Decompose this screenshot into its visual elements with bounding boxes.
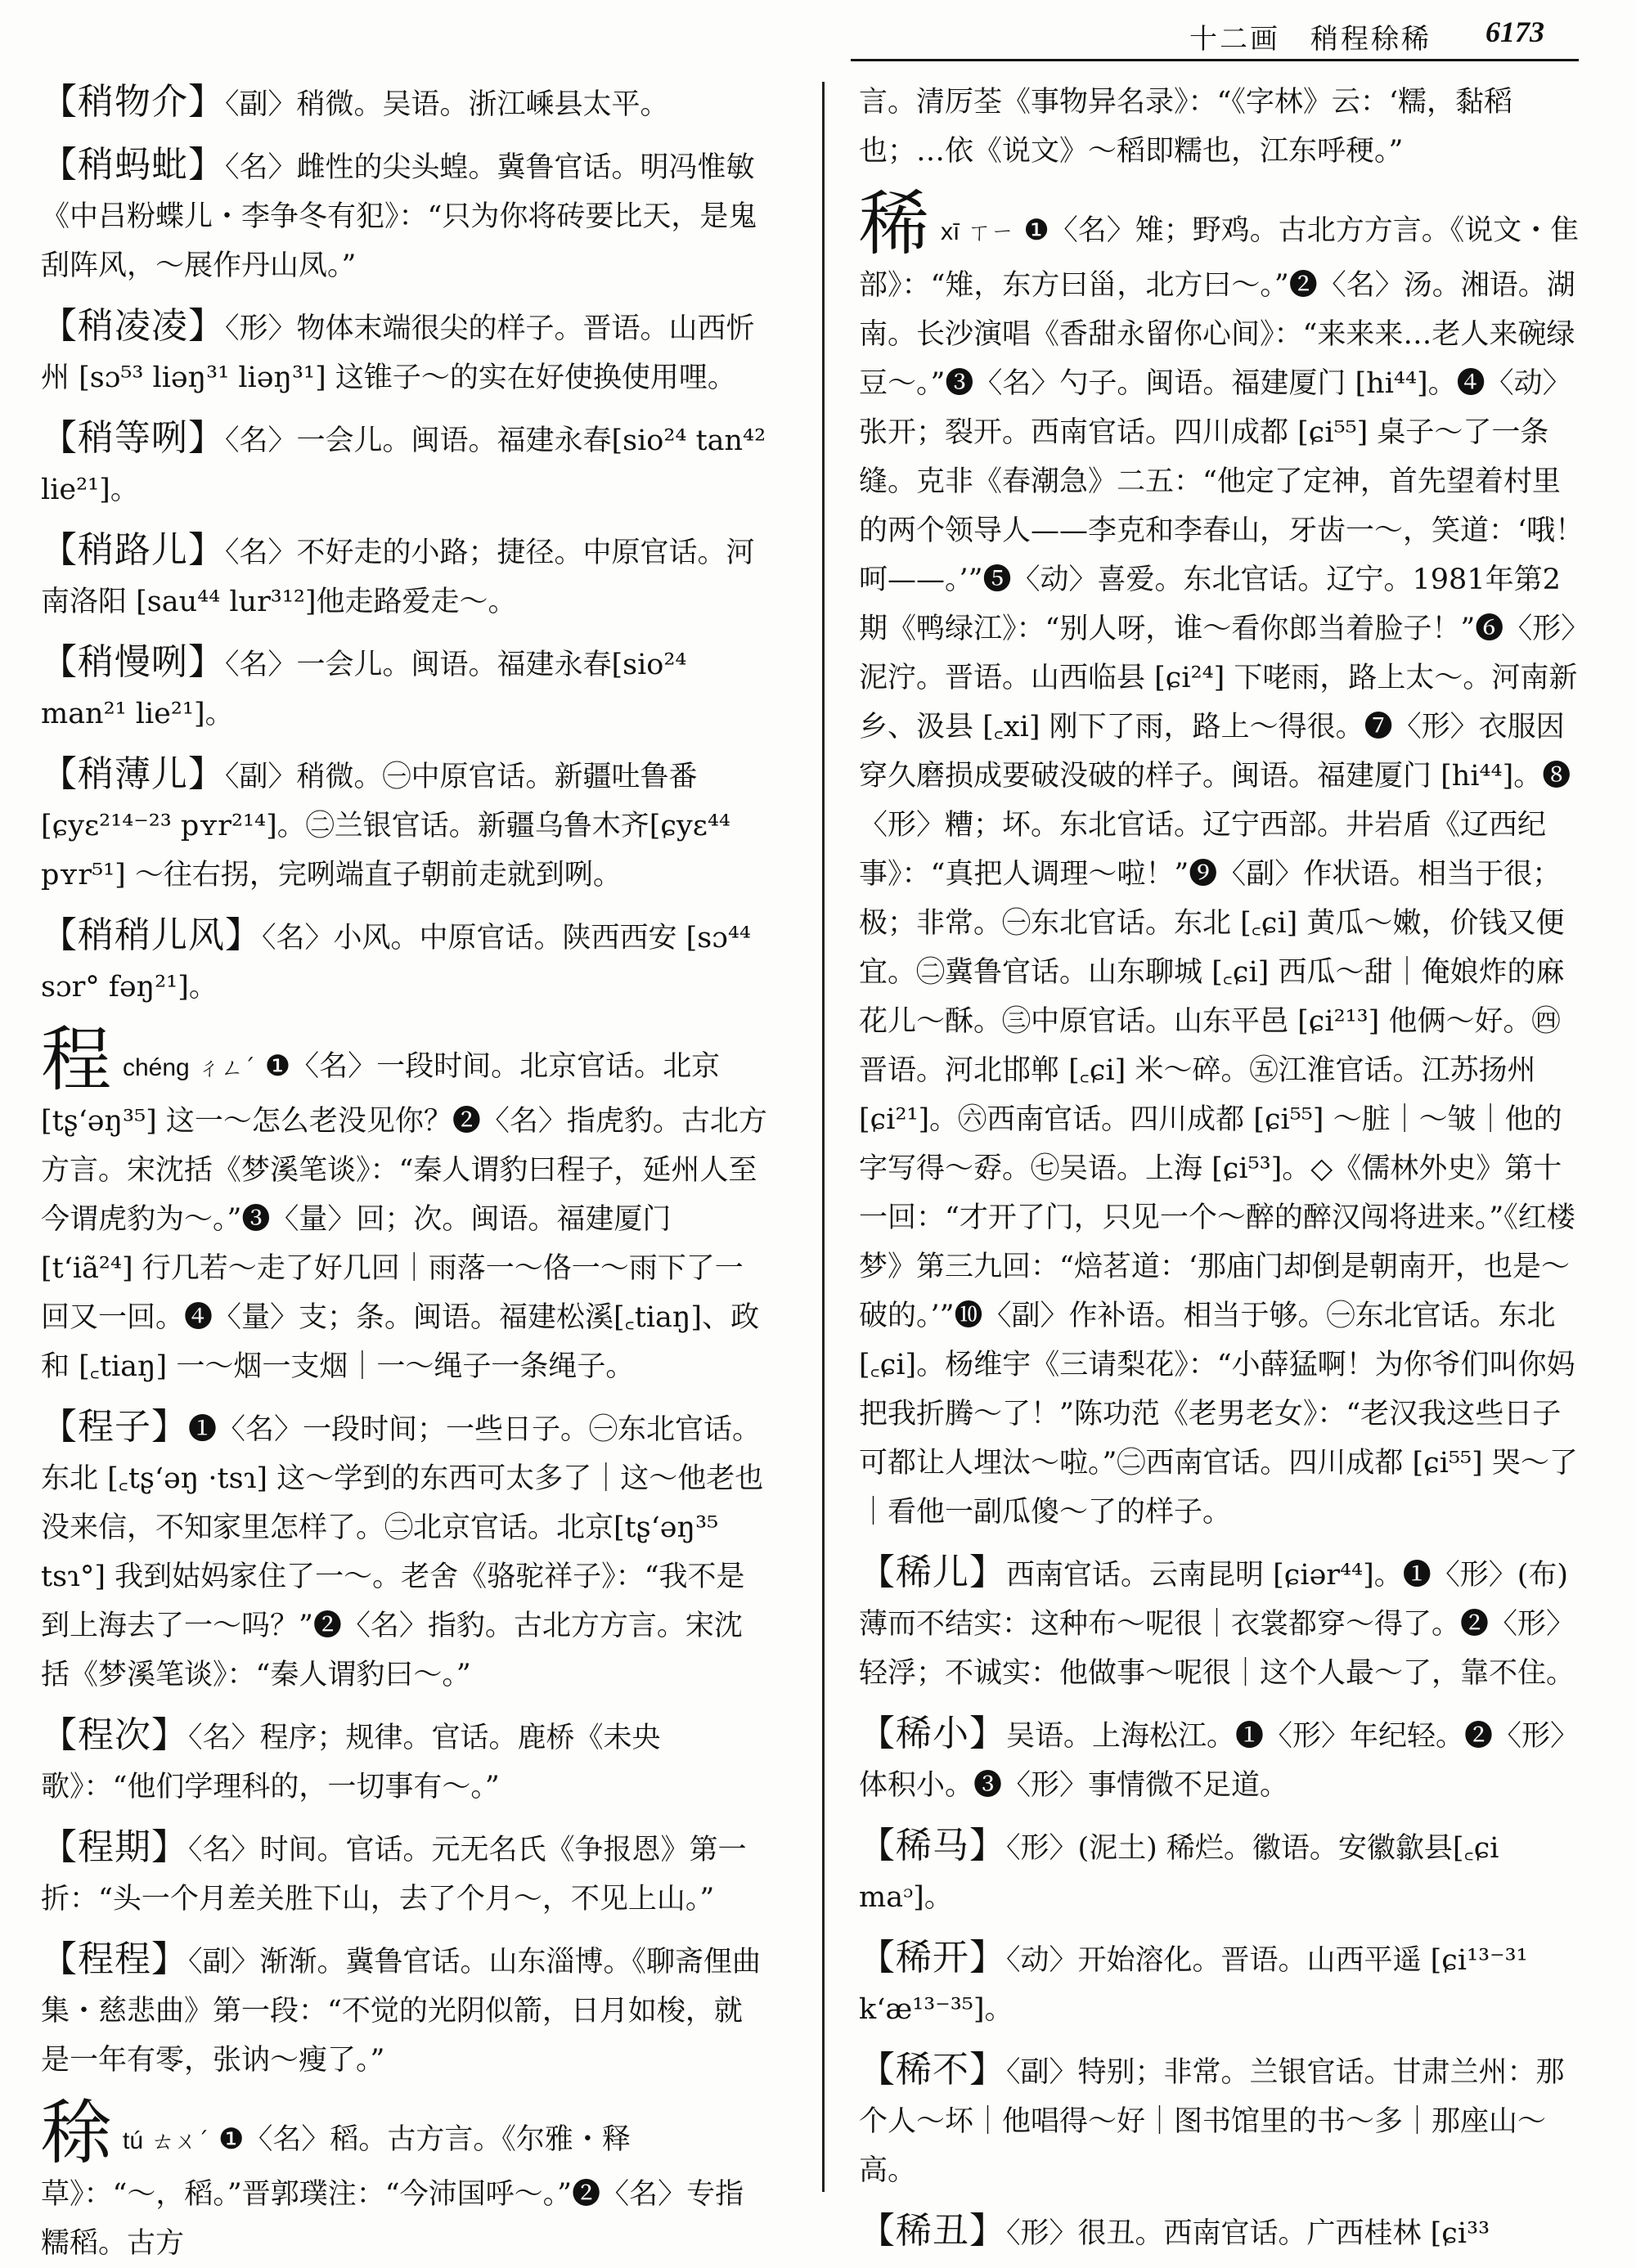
dictionary-entry bbox=[41, 1823, 769, 1924]
entry-headword: 【稀儿】 bbox=[859, 1552, 1006, 1593]
dictionary-entry bbox=[859, 1933, 1587, 2034]
dictionary-entry bbox=[41, 526, 769, 627]
entry-headword: 【稍路儿】 bbox=[41, 529, 225, 571]
entry-headword: 【程子】 bbox=[41, 1406, 188, 1448]
character-headword: 稌 bbox=[41, 2092, 111, 2174]
zhuyin: ㄔㄥˊ bbox=[197, 1054, 255, 1081]
entry-headword: 【程次】 bbox=[41, 1714, 188, 1756]
entry-definition: 〈名〉雌性的尖头蝗。冀鲁官话。明冯惟敏《中吕粉蝶儿・李争冬有犯》：“只为你将砖要比天，是鬼刮阵风，～展作丹山凤。” bbox=[41, 151, 757, 282]
character-entry bbox=[859, 183, 1587, 1537]
character-headword: 程 bbox=[41, 1019, 111, 1101]
dictionary-entry bbox=[41, 302, 769, 402]
zhuyin: ㄊㄨˊ bbox=[151, 2127, 209, 2154]
dictionary-entry bbox=[41, 141, 769, 290]
continued-text bbox=[859, 78, 1587, 176]
entry-headword: 【稀马】 bbox=[859, 1825, 1006, 1866]
dictionary-entry bbox=[859, 1548, 1587, 1698]
header-rule bbox=[851, 59, 1579, 61]
page-header bbox=[0, 0, 1636, 57]
entry-definition: 〈形〉物体末端很尖的样子。晋语。山西忻州 [sɔ⁵³ liəŋ³¹ liəŋ³¹] 这锥子～的实在好使换使用哩。 bbox=[41, 312, 755, 394]
character-headword: 稀 bbox=[859, 183, 929, 265]
chapter-heading: 十二画 稍程稌稀 bbox=[1189, 23, 1432, 56]
page-number: 6173 bbox=[1485, 16, 1544, 48]
entry-headword: 【稀开】 bbox=[859, 1937, 1006, 1978]
entry-headword: 【稀丑】 bbox=[859, 2210, 1006, 2252]
dictionary-entry bbox=[41, 1711, 769, 1812]
entry-headword: 【稍物介】 bbox=[41, 81, 225, 123]
dictionary-entry bbox=[41, 750, 769, 900]
dictionary-entry bbox=[41, 911, 769, 1012]
entry-headword: 【稍等咧】 bbox=[41, 417, 225, 459]
entry-headword: 【稍稍儿风】 bbox=[41, 914, 262, 956]
dictionary-entry bbox=[859, 2207, 1587, 2258]
pinyin: xī bbox=[941, 218, 960, 245]
entry-definition: 〈名〉时间。官话。元无名氏《争报恩》第一折：“头一个月差关胜下山，去了个月～，不见上山。” bbox=[41, 1834, 747, 1915]
entry-definition: 〈名〉不好走的小路；捷径。中原官话。河南洛阳 [sau⁴⁴ lur³¹²]他走路爱走～。 bbox=[41, 537, 755, 618]
entry-definition: 〈副〉渐渐。冀鲁官话。山东淄博。《聊斋俚曲集・慈悲曲》第一段：“不觉的光阴似箭，日月如梭，就是一年有零，张讷～瘦了。” bbox=[41, 1946, 762, 2077]
entry-headword: 【程程】 bbox=[41, 1938, 188, 1980]
dictionary-entry bbox=[41, 1935, 769, 2085]
entry-headword: 【稍凌凌】 bbox=[41, 305, 225, 347]
character-entry bbox=[41, 2092, 769, 2268]
dictionary-entry bbox=[859, 2046, 1587, 2195]
entry-headword: 【程期】 bbox=[41, 1826, 188, 1868]
dictionary-entry bbox=[41, 1403, 769, 1700]
entry-definition: 〈名〉一会儿。闽语。福建永春[sio²⁴ tan⁴² lie²¹]。 bbox=[41, 424, 766, 506]
pinyin: tú bbox=[123, 2127, 144, 2154]
column-divider bbox=[822, 82, 825, 2192]
entry-definition: 〈副〉稍微。㊀中原官话。新疆吐鲁番[ɕyɛ²¹⁴⁻²³ pʏr²¹⁴]。㊁兰银官话。新疆乌鲁木齐[ɕyɛ⁴⁴ pʏr⁵¹] ～往右拐，完咧端直子朝前走就到咧。 bbox=[41, 761, 730, 891]
entry-headword: 【稍蚂蚍】 bbox=[41, 144, 225, 186]
entry-definition: 〈副〉特别；非常。兰银官话。甘肃兰州：那个人～坏｜他唱得～好｜图书馆里的书～多｜那座山～高。 bbox=[859, 2056, 1565, 2187]
dictionary-entry bbox=[41, 78, 769, 129]
pinyin: chéng bbox=[123, 1054, 190, 1081]
entry-headword: 【稀不】 bbox=[859, 2049, 1006, 2091]
entry-headword: 【稍慢咧】 bbox=[41, 641, 225, 683]
entry-definition: 〈名〉程序；规律。官话。鹿桥《未央歌》：“他们学理科的，一切事有～。” bbox=[41, 1722, 661, 1803]
entry-definition: ❶〈名〉稻。古方言。《尔雅・释草》：“～，稻。”晋郭璞注：“今沛国呼～。”❷〈名〉专指糯稻。古方 bbox=[41, 2123, 744, 2260]
dictionary-entry bbox=[41, 414, 769, 514]
left-column bbox=[41, 78, 769, 2260]
dictionary-entry bbox=[859, 1821, 1587, 1922]
entry-definition: 吴语。上海松江。❶〈形〉年纪轻。❷〈形〉体积小。❸〈形〉事情微不足道。 bbox=[859, 1720, 1580, 1802]
entry-definition: 〈形〉(泥土) 稀烂。徽语。安徽歙县[꜀ɕi maᵓ]。 bbox=[859, 1832, 1499, 1914]
entry-definition: 〈名〉小风。中原官话。陕西西安 [sɔ⁴⁴ sɔr° fəŋ²¹]。 bbox=[41, 922, 751, 1004]
entry-definition: ❶〈名〉一段时间；一些日子。㊀东北官话。东北 [꜀tʂʻəŋ ·tsɿ] 这～学到的东西可太多了｜这～他老也没来信，不知家里怎样了。㊁北京官话。北京[tʂʻəŋ³⁵ tsɿ°] 我到姑妈家住了一～。老舍《骆驼祥子》：“我不是到上海去了一～吗？”❷〈名〉指豹。古北方方言。宋沈括《梦溪笔谈》：“秦人谓豹曰～。” bbox=[41, 1413, 764, 1691]
entry-definition: 〈副〉稍微。吴语。浙江嵊县太平。 bbox=[225, 88, 669, 121]
right-column bbox=[859, 78, 1587, 2252]
dictionary-entry bbox=[859, 1709, 1587, 1810]
entry-definition: 〈形〉很丑。西南官话。广西桂林 [ɕi³³ bbox=[1006, 2217, 1490, 2250]
entry-headword: 【稀小】 bbox=[859, 1713, 1006, 1754]
zhuyin: ㄒㄧ bbox=[968, 218, 1014, 245]
dictionary-entry bbox=[41, 638, 769, 739]
character-entry bbox=[41, 1019, 769, 1391]
entry-definition: 〈动〉开始溶化。晋语。山西平遥 [ɕi¹³⁻³¹ kʻæ¹³⁻³⁵]。 bbox=[859, 1944, 1528, 2026]
entry-definition: 〈名〉一会儿。闽语。福建永春[sio²⁴ man²¹ lie²¹]。 bbox=[41, 649, 687, 730]
entry-definition: ❶〈名〉一段时间。北京官话。北京[tʂʻəŋ³⁵] 这一～怎么老没见你？❷〈名〉指虎豹。古北方方言。宋沈括《梦溪笔谈》：“秦人谓豹曰程子，延州人至今谓虎豹为～。”❸〈量〉回；次。闽语。福建厦门 [tʻiã²⁴] 行几若～走了好几回｜雨落一～佫一～雨下了一回又一回。❹〈量〉支；条。闽语。福建松溪[꜀tiaŋ]、政和 [꜀tiaŋ] 一～烟一支烟｜一～绳子一条绳子。 bbox=[41, 1050, 767, 1383]
entry-headword: 【稍薄儿】 bbox=[41, 753, 225, 795]
entry-definition: 言。清厉荃《事物异名录》：“《字林》云：‘糯，黏稻也；…依《说文》～稻即糯也，江东呼稉。” bbox=[859, 86, 1513, 168]
entry-definition: 西南官话。云南昆明 [ɕiər⁴⁴]。❶〈形〉(布)薄而不结实：这种布～呢很｜衣裳都穿～得了。❷〈形〉轻浮；不诚实：他做事～呢很｜这个人最～了，靠不住。 bbox=[859, 1559, 1575, 1690]
entry-definition: ❶〈名〉雉；野鸡。古北方方言。《说文・隹部》：“雉，东方曰甾，北方曰～。”❷〈名〉汤。湘语。湖南。长沙演唱《香甜永留你心间》：“来来来…老人来碗绿豆～。”❸〈名〉勺子。闽语。福建厦门 [hi⁴⁴]。❹〈动〉张开；裂开。西南官话。四川成都 [ɕi⁵⁵] 桌子～了一条缝。克非《春潮急》二五：“他定了定神，首先望着村里的两个领导人——李克和李春山，牙齿一～，笑道：‘哦！呵——。’”❺〈动〉喜爱。东北官话。辽宁。1981年第2期《鸭绿江》：“别人呀，谁～看你郎当着脸子！”❻〈形〉泥泞。晋语。山西临县 [ɕi²⁴] 下咾雨，路上太～。河南新乡、汲县 [꜀xi] 刚下了雨，路上～得很。❼〈形〉衣服因穿久磨损成要破没破的样子。闽语。福建厦门 [hi⁴⁴]。❽〈形〉糟；坏。东北官话。辽宁西部。井岩盾《辽西纪事》：“真把人调理～啦！”❾〈副〉作状语。相当于很；极；非常。㊀东北官话。东北 [꜀ɕi] 黄瓜～嫩，价钱又便宜。㊁冀鲁官话。山东聊城 [꜀ɕi] 西瓜～甜｜俺娘炸的麻花儿～酥。㊂中原官话。山东平邑 [ɕi²¹³] 他俩～好。㊃晋语。河北邯郸 [꜀ɕi] 米～碎。㊄江淮官话。江苏扬州 [ɕi²¹]。㊅西南官话。四川成都 [ɕi⁵⁵] ～脏｜～皱｜他的字写得～孬。㊆吴语。上海 [ɕi⁵³]。◇《儒林外史》第十一回：“才开了门，只见一个～醉的醉汉闯将进来。”《红楼梦》第三九回：“焙茗道：‘那庙门却倒是朝南开，也是～破的。’”❿〈副〉作补语。相当于够。㊀东北官话。东北 [꜀ɕi]。杨维宇《三请梨花》：“小薛猛啊！为你爷们叫你妈把我折腾～了！”陈功范《老男老女》：“老汉我这些日子可都让人埋汰～啦。”㊁西南官话。四川成都 [ɕi⁵⁵] 哭～了｜看他一副瓜傻～了的样子。 bbox=[859, 214, 1584, 1529]
